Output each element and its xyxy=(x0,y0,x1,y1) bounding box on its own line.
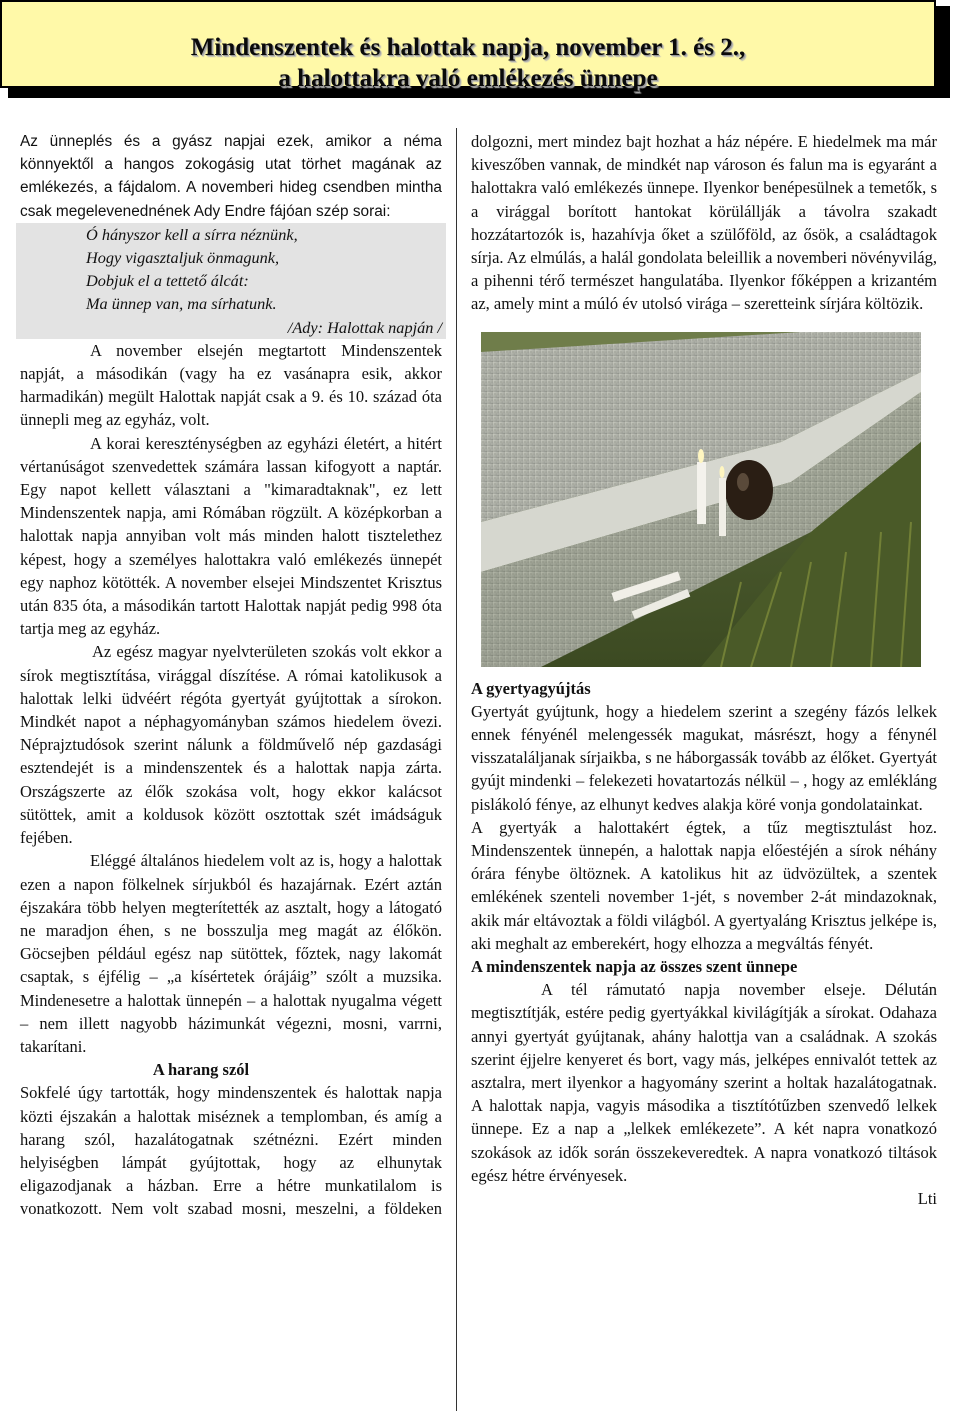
author-signature: Lti xyxy=(917,1189,937,1209)
column-divider xyxy=(456,128,457,1411)
section-heading: A harang szól xyxy=(152,1060,250,1080)
paragraph: A gyertyák a halottakért égtek, a tűz megtisztulást hoz. Mindenszentek ünnepén, a halottak napja előestéjén a sírok néhány órára fénybe öltöznek. A katolikus hit az üdvözültek, a szentek emlékének szenteli november 1-jét, s november 2-át mindazoknak, akik már eltávoztak a földi világból. A gyertyaláng Krisztus jelképe is, aki meghalt az emberekért, hogy elhozza a megváltás fényét. xyxy=(471,817,937,953)
page-title-line1: Mindenszentek és halottak napja, november 1. és 2., xyxy=(190,34,746,61)
paragraph: Gyertyát gyújtunk, hogy a hiedelem szerint a szegény fázós lelkek ennek fényénél melengessék magukat, másrészt, hogy a fénynél visszataláljanak sírjaikba, s ne háborgassák tovább az élőket. Gyertyát gyújt mindenki – felekezeti hovatartozás nélkül – , hogy az emlékláng pislákoló fénye, az elhunyt kedves alakja köré vonja gondolatainkat. xyxy=(471,701,937,814)
paragraph: Az egész magyar nyelvterületen szokás volt ekkor a sírok megtisztítása, virággal díszítése. A római katolikusok a halottak lelki üdvéért régóta gyertyát gyújtottak a sírokon. Mindkét napot a néphagyományban számos hiedelem övezi. Néprajztudósok szerint nálunk a földművelő nép gazdasági esztendejét is a mindenszentek és a halottak napja zárta. Országszerte az élők szokása volt, hogy ekkor kalácsot sütöttek, amit a koldusok között osztottak szét imádságuk fejében. xyxy=(20,642,442,848)
poem-line: Ó hányszor kell a sírra néznünk, xyxy=(86,224,298,244)
paragraph: dolgozni, mert mindez bajt hozhat a ház népére. E hiedelmek ma már kiveszőben vannak, de mindkét nap városon és falun ma is egyaránt a halottakra való emlékezés ünnepe. Ilyenkor benépesülnek a temetők, s a virággal borított hantokat körülállják a távolra szakadt hozzátartozók is, hazahívja őket a szülőföld, az ősök, a családtagok sírja. Az elmúlás, a halál gondolata beleillik a novemberi növényvilág, a pihenni térő természet hangulatába. Ilyenkor főképpen a krizantém az, amely mint a múló év utolsó virága – szeretteink sírjára költözik. xyxy=(471,132,937,314)
candles-on-grave-photo xyxy=(481,332,921,667)
section-heading: A gyertyagyújtás xyxy=(471,678,591,698)
intro-paragraph: Az ünneplés és a gyász napjai ezek, amikor a néma könnyektől a hangos zokogásig utat törhet magának az emlékezés, a fájdalom. A novemberi hideg csendben mintha csak megelevenednének Ady Endre fájóan szép sorai: xyxy=(20,133,442,220)
paragraph: A november elsején megtartott Mindenszentek napját, a másodikán (vagy ha ez vasánapra esik, akkor harmadikán) megült Halottak napját csak a 9. és 10. század óta ünnepli meg az egyház, volt. xyxy=(20,340,442,430)
poem-line: Ma ünnep van, ma sírhatunk. xyxy=(86,294,277,314)
page-title-line2: a halottakra való emlékezés ünnepe xyxy=(278,65,658,92)
paragraph: A tél rámutató napja november elseje. Délután megtisztítják, estére pedig gyertyákkal kivilágítják a sírokat. Odahaza annyi gyertyát gyújtanak, ahány halottja van a családnak. A szokás szerint éjjelre kenyeret és bort, vagy más, jelképes ennivalót tettek az asztalra, mert ilyenkor a hagyomány szerint a holtak hazalátogatnak. A halottak napja, vagyis másodika a tisztítótűzben szenvedő lelkek ünnepe. Ez a nap a „lelkek emlékezete”. A két napra vonatkozó szokások az idők során összekeveredtek. A napra vonatkozó tiltások egész hétre érvényesek. xyxy=(471,980,937,1185)
paragraph: Sokfelé úgy tartották, hogy mindenszentek és halottak napja közti éjszakán a halottak miséznek a templomban, és amíg a harang szól, hazalátogatnak szétnézni. Ezért minden helyiségben lámpát gyújtottak, hogy az elhunytak eligazodjanak a házban. Erre a hétre munkatilalom is vonatkozott. Nem volt szabad mosni, meszelni, a földeken xyxy=(20,1083,442,1219)
poem-line: Hogy vigasztaljuk önmagunk, xyxy=(86,248,280,268)
title-banner xyxy=(0,0,936,92)
poem-source: /Ady: Halottak napján / xyxy=(287,317,442,337)
section-heading: A mindenszentek napja az összes szent ünnepe xyxy=(471,957,798,977)
poem-quote xyxy=(16,223,446,339)
photo-illustration xyxy=(481,332,921,667)
right-column xyxy=(471,130,937,1210)
paragraph: A korai kereszténységben az egyházi életért, a hitért vértanúságot szenvedettek számára lassan kifogyott a naptár. Egy napot kellett választani a "kimaradtaknak", ez lett Mindenszentek napja, ami Rómában rögzült. A középkorban a halottak napja annyiban volt más minden halott tisztelethez képest, hogy a személyes halottakra való emlékezés ünnepét egy naphoz kötötték. A november elsejei Mindszentet Krisztus után 835 óta, a másodikán tartott Halottak napját pedig 998 óta tartja meg az egyház. xyxy=(20,433,442,639)
left-column xyxy=(20,130,442,1221)
paragraph: Eléggé általános hiedelem volt az is, hogy a halottak ezen a napon fölkelnek sírjukból és hazajárnak. Ezért aztán éjszakára több helyen megterítették az asztalt, hogy a látogató ne maradjon éhen, s ne bosszulja meg magát az élőkön. Göcsejben például egész nap sütöttek, főztek, nagy lakomát csaptak, s éjfélig – „a kísértetek órájáig” szólt a muzsika. Mindenesetre a halottak ünnepén – a halottak nyugalma végett – nem illett nagyobb házimunkát végezni, mosni, varrni, takarítani. xyxy=(20,851,442,1056)
poem-line: Dobjuk el a tettető álcát: xyxy=(86,271,249,291)
